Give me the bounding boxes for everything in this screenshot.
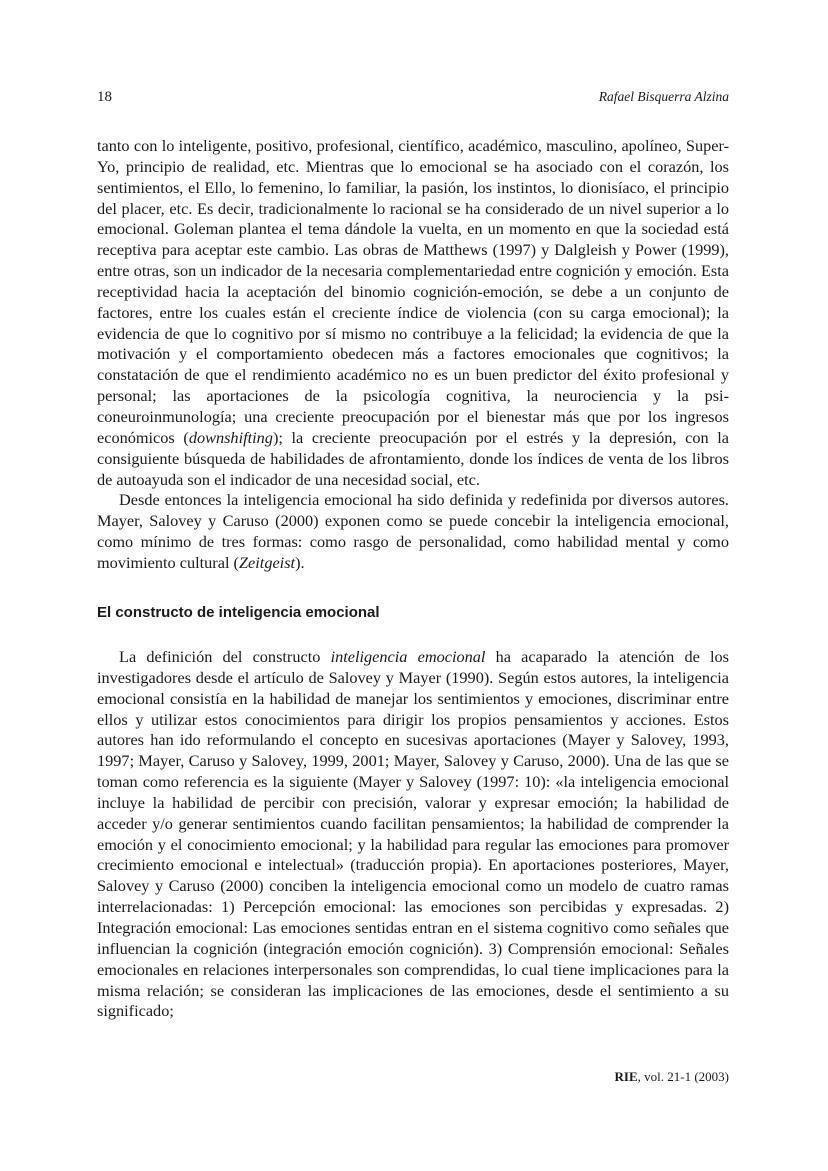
journal-abbrev: RIE: [614, 1069, 638, 1084]
paragraph-1-text-b: ); la creciente preocupación por el estrés y la depresión, con la consiguiente búsqueda de habilidades de afrontamiento, donde los índices de venta de los libros de autoayuda son el indicador de una necesidad social, etc.: [97, 427, 729, 489]
paragraph-3-text-b: ha acaparado la atención de los investigadores desde el artículo de Salovey y Mayer (1990). Según estos autores, la inteligencia emocional consistía en la habilidad de manejar los sentimientos y emociones, discriminar entre ellos y utilizar estos conocimientos para dirigir los propios pensamientos y acciones. Estos autores han ido reformulando el concepto en sucesivas aportaciones (Mayer y Salovey, 1993, 1997; Mayer, Caruso y Salovey, 1999, 2001; Mayer, Salovey y Caruso, 2000). Una de las que se toman como referencia es la siguiente (Mayer y Salovey (1997: 10): «la inteligencia emocional incluye la habilidad de percibir con precisión, valorar y expresar emoción; la habilidad de acceder y/o generar sentimientos cuando facilitan pensamientos; la habilidad de comprender la emoción y el conocimiento emocional; y la habilidad para regular las emociones para promover crecimiento emocional e intelectual» (traducción propia). En aportaciones posteriores, Mayer, Salovey y Caruso (2000) conciben la inteligencia emocional como un modelo de cuatro ramas interrelacionadas: 1) Percepción emocional: las emociones son percibidas y expresadas. 2) Integración emocional: Las emociones sentidas entran en el sistema cognitivo como señales que influencian la cognición (integración emoción cognición). 3) Comprensión emocional: Señales emocionales en relaciones interpersonales son comprendidas, lo cual tiene implicaciones para la misma relación; se consideran las implicaciones de las emociones, desde el sentimiento a su significado;: [97, 647, 730, 1021]
page-header: [97, 89, 729, 111]
paragraph-3-italic-term: inteligencia emocional: [330, 647, 486, 666]
page-number: 18: [97, 89, 112, 105]
paragraph-continuation: [97, 136, 729, 490]
body-text-top: [97, 136, 729, 574]
paragraph-2-italic-term: Zeitgeist: [238, 552, 296, 572]
paragraph-2-text-b: ).: [295, 552, 305, 572]
running-head-author: Rafael Bisquerra Alzina: [598, 89, 729, 104]
paragraph-1-italic-term: downshifting: [188, 427, 273, 447]
paragraph-construct: [97, 647, 729, 1022]
body-text-section: [97, 647, 729, 1022]
page-footer: [615, 1069, 729, 1085]
section-heading: El constructo de inteligencia emocional: [97, 604, 380, 621]
journal-citation: , vol. 21-1 (2003): [637, 1069, 729, 1084]
paragraph-3-text-a: La definición del constructo: [119, 647, 331, 666]
paragraph-definitions: [97, 490, 729, 573]
paragraph-1-text-a: tanto con lo inteligente, positivo, profesional, científico, académico, masculino, apolíneo, Super-Yo, principio de realidad, etc. Mientras que lo emocional se ha asociado con el corazón, los sentimientos, el Ello, lo femenino, lo familiar, la pasión, los instintos, lo dionisíaco, el principio del placer, etc. Es decir, tradicionalmente lo racional se ha considerado de un nivel superior a lo emocional. Goleman plantea el tema dándole la vuelta, en un momento en que la sociedad está receptiva para aceptar este cambio. Las obras de Matthews (1997) y Dalgleish y Power (1999), entre otras, son un indicador de la necesaria complementariedad entre cognición y emoción. Esta receptividad hacia la aceptación del binomio cognición-emoción, se debe a un conjunto de factores, entre los cuales están el creciente índice de violencia (con su carga emocional); la evidencia de que lo cognitivo por sí mismo no contribuye a la felicidad; la evidencia de que la motivación y el comportamiento obedecen más a factores emocionales que cognitivos; la constatación de que el rendimiento académico no es un buen predictor del éxito profesional y personal; las aportaciones de la psicología cognitiva, la neurociencia y la psiconeuroinmunología; una creciente preocupación por el bienestar más que por los ingresos económicos (: [97, 136, 729, 447]
paragraph-2-text-a: Desde entonces la inteligencia emocional ha sido definida y redefinida por diversos autores. Mayer, Salovey y Caruso (2000) exponen como se puede concebir la inteligencia emocional, como mínimo de tres formas: como rasgo de personalidad, como habilidad mental y como movimiento cultural (: [97, 490, 729, 572]
